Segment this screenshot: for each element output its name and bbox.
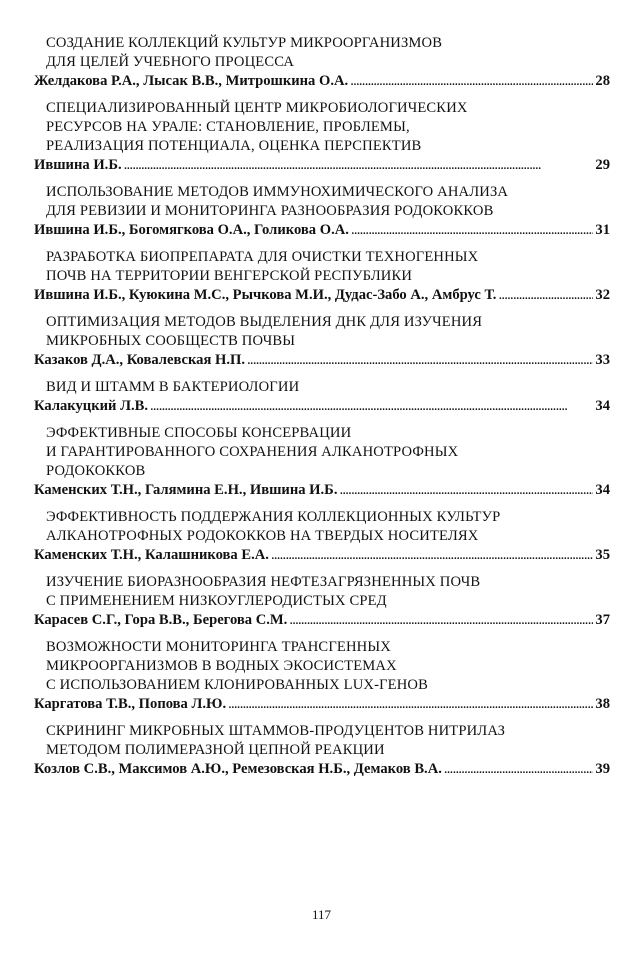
toc-entry (34, 34, 610, 91)
entry-title-line: МИКРОБНЫХ СООБЩЕСТВ ПОЧВЫ (46, 333, 296, 349)
entry-title (34, 378, 610, 397)
entry-page-number: 39 (595, 761, 610, 777)
toc-entry (34, 99, 610, 175)
entry-authors-line (34, 760, 610, 779)
entry-title (34, 99, 610, 156)
toc-entry (34, 638, 610, 714)
entry-page-number: 31 (595, 222, 610, 238)
entry-authors-line (34, 397, 610, 416)
entry-title (34, 183, 610, 221)
dot-leader (289, 611, 593, 630)
toc-entry (34, 313, 610, 370)
entry-authors: Казаков Д.А., Ковалевская Н.П. (34, 352, 246, 368)
entry-authors-line (34, 72, 610, 91)
entry-title-line: С ИСПОЛЬЗОВАНИЕМ КЛОНИРОВАННЫХ LUX-ГЕНОВ (46, 677, 428, 693)
entry-title-line: ПОЧВ НА ТЕРРИТОРИИ ВЕНГЕРСКОЙ РЕСПУБЛИКИ (46, 268, 413, 284)
entry-title-line: РЕСУРСОВ НА УРАЛЕ: СТАНОВЛЕНИЕ, ПРОБЛЕМЫ, (46, 119, 410, 135)
entry-title-line: СКРИНИНГ МИКРОБНЫХ ШТАММОВ-ПРОДУЦЕНТОВ НИТРИЛАЗ (46, 723, 506, 739)
toc-entry (34, 508, 610, 565)
entry-authors: Каменских Т.Н., Галямина Е.Н., Ившина И.Б. (34, 482, 338, 498)
entry-page-number: 28 (595, 73, 610, 89)
entry-authors: Каменских Т.Н., Калашникова Е.А. (34, 547, 269, 563)
entry-page-number: 34 (595, 482, 610, 498)
entry-page-number: 38 (595, 696, 610, 712)
entry-authors-line (34, 351, 610, 370)
entry-title-line: ОПТИМИЗАЦИЯ МЕТОДОВ ВЫДЕЛЕНИЯ ДНК ДЛЯ ИЗУЧЕНИЯ (46, 314, 483, 330)
dot-leader (150, 397, 593, 416)
entry-title-line: ДЛЯ ЦЕЛЕЙ УЧЕБНОГО ПРОЦЕССА (46, 54, 295, 70)
entry-title (34, 722, 610, 760)
entry-title (34, 638, 610, 695)
page-number: 117 (311, 907, 332, 922)
toc-entry (34, 573, 610, 630)
dot-leader (339, 481, 593, 500)
entry-authors-line (34, 695, 610, 714)
entry-title-line: АЛКАНОТРОФНЫХ РОДОКОККОВ НА ТВЕРДЫХ НОСИТЕЛЯХ (46, 528, 479, 544)
toc-entry (34, 248, 610, 305)
entry-title-line: РАЗРАБОТКА БИОПРЕПАРАТА ДЛЯ ОЧИСТКИ ТЕХНОГЕННЫХ (46, 249, 479, 265)
toc-entry (34, 424, 610, 500)
entry-title-line: ВИД И ШТАММ В БАКТЕРИОЛОГИИ (46, 379, 300, 395)
dot-leader (271, 546, 593, 565)
toc-entry (34, 183, 610, 240)
entry-authors: Каргатова Т.В., Попова Л.Ю. (34, 696, 227, 712)
entry-title (34, 34, 610, 72)
entry-page-number: 35 (595, 547, 610, 563)
entry-authors-line (34, 611, 610, 630)
entry-title-line: ДЛЯ РЕВИЗИИ И МОНИТОРИНГА РАЗНООБРАЗИЯ РОДОКОККОВ (46, 203, 494, 219)
entry-authors: Ившина И.Б., Куюкина М.С., Рычкова М.И., Дудас-Забо А., Амбрус Т. (34, 287, 497, 303)
entry-page-number: 32 (595, 287, 610, 303)
entry-title (34, 248, 610, 286)
entry-authors-line (34, 156, 610, 175)
entry-title-line: МИКРООРГАНИЗМОВ В ВОДНЫХ ЭКОСИСТЕМАХ (46, 658, 397, 674)
entry-title-line: ЭФФЕКТИВНОСТЬ ПОДДЕРЖАНИЯ КОЛЛЕКЦИОННЫХ КУЛЬТУР (46, 509, 501, 525)
toc-entry (34, 378, 610, 416)
entry-page-number: 33 (595, 352, 610, 368)
entry-authors: Ившина И.Б. (34, 157, 122, 173)
entry-title-line: МЕТОДОМ ПОЛИМЕРАЗНОЙ ЦЕПНОЙ РЕАКЦИИ (46, 742, 385, 758)
entry-authors-line (34, 221, 610, 240)
entry-page-number: 37 (595, 612, 610, 628)
entry-authors-line (34, 481, 610, 500)
entry-authors: Карасев С.Г., Гора В.В., Берегова С.М. (34, 612, 288, 628)
entry-title (34, 573, 610, 611)
dot-leader (124, 156, 594, 175)
entry-title (34, 424, 610, 481)
entry-title-line: ИСПОЛЬЗОВАНИЕ МЕТОДОВ ИММУНОХИМИЧЕСКОГО АНАЛИЗА (46, 184, 509, 200)
entry-title (34, 508, 610, 546)
dot-leader (444, 760, 594, 779)
dot-leader (228, 695, 593, 714)
entry-title (34, 313, 610, 351)
toc-entry (34, 722, 610, 779)
entry-title-line: РЕАЛИЗАЦИЯ ПОТЕНЦИАЛА, ОЦЕНКА ПЕРСПЕКТИВ (46, 138, 422, 154)
entry-title-line: СОЗДАНИЕ КОЛЛЕКЦИЙ КУЛЬТУР МИКРООРГАНИЗМОВ (46, 35, 443, 51)
entry-page-number: 34 (595, 398, 610, 414)
entry-title-line: С ПРИМЕНЕНИЕМ НИЗКОУГЛЕРОДИСТЫХ СРЕД (46, 593, 387, 609)
entry-authors: Желдакова Р.А., Лысак В.В., Митрошкина О.А. (34, 73, 349, 89)
entry-authors-line (34, 546, 610, 565)
entry-title-line: ЭФФЕКТИВНЫЕ СПОСОБЫ КОНСЕРВАЦИИ (46, 425, 352, 441)
entry-authors: Козлов С.В., Максимов А.Ю., Ремезовская Н.Б., Демаков В.А. (34, 761, 442, 777)
entry-authors: Ившина И.Б., Богомягкова О.А., Голикова О.А. (34, 222, 349, 238)
dot-leader (498, 286, 593, 305)
dot-leader (351, 221, 593, 240)
entry-title-line: ИЗУЧЕНИЕ БИОРАЗНООБРАЗИЯ НЕФТЕЗАГРЯЗНЕННЫХ ПОЧВ (46, 574, 481, 590)
dot-leader (247, 351, 593, 370)
entry-title-line: ВОЗМОЖНОСТИ МОНИТОРИНГА ТРАНСГЕННЫХ (46, 639, 391, 655)
entry-title-line: РОДОКОККОВ (46, 463, 146, 479)
entry-title-line: СПЕЦИАЛИЗИРОВАННЫЙ ЦЕНТР МИКРОБИОЛОГИЧЕСКИХ (46, 100, 468, 116)
entry-page-number: 29 (595, 157, 610, 173)
table-of-contents (34, 34, 610, 779)
entry-authors: Калакуцкий Л.В. (34, 398, 148, 414)
dot-leader (350, 72, 593, 91)
entry-title-line: И ГАРАНТИРОВАННОГО СОХРАНЕНИЯ АЛКАНОТРОФНЫХ (46, 444, 459, 460)
entry-authors-line (34, 286, 610, 305)
